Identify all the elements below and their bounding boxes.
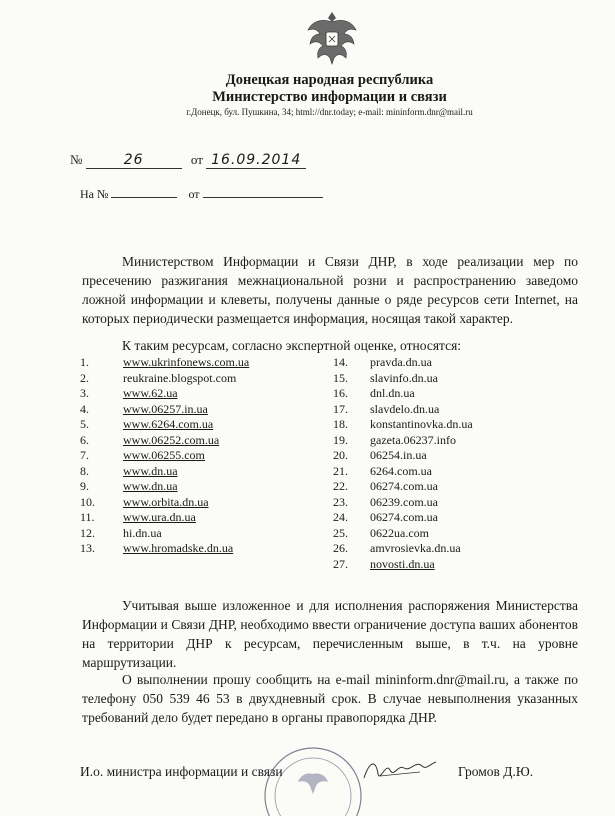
resource-site: 6264.com.ua [370, 463, 432, 478]
resource-site: novosti.dn.ua [370, 556, 435, 571]
incoming-prefix: На № [80, 187, 109, 201]
incoming-date-blank [203, 197, 323, 198]
paragraph-request [82, 596, 578, 672]
resource-number: 11. [80, 510, 95, 524]
resource-number: 2. [80, 370, 89, 385]
handwritten-signature [360, 752, 440, 788]
header-address: г.Донецк, бул. Пушкина, 34; html://dnr.today; e-mail: mininform.dnr@mail.ru [186, 107, 473, 117]
resource-site: www.06255.com [123, 448, 205, 462]
date-prefix: от [190, 152, 203, 167]
resource-site: www.06252.com.ua [123, 432, 220, 447]
resource-number: 23. [333, 494, 348, 509]
incoming-number-blank [111, 197, 177, 198]
resource-number: 13. [80, 541, 95, 555]
resource-site: reukraine.blogspot.com [123, 370, 237, 385]
header-ministry-title: Министерство информации и связи [212, 89, 447, 105]
outgoing-number-line [70, 152, 306, 169]
resource-site: www.orbita.dn.ua [123, 494, 209, 509]
resource-number: 7. [80, 448, 89, 462]
resource-number: 5. [80, 417, 89, 431]
resource-site: 06274.com.ua [370, 510, 438, 524]
resource-site: hi.dn.ua [123, 525, 162, 540]
paragraph-list-intro: К таким ресурсам, согласно экспертной оценке, относятся: [122, 338, 462, 353]
signatory-role: И.о. министра информации и связи [80, 764, 283, 779]
resource-site: www.dn.ua [123, 479, 178, 493]
resource-site: dnl.dn.ua [370, 386, 415, 400]
resource-number: 25. [333, 525, 348, 540]
resource-site: www.6264.com.ua [123, 417, 214, 431]
paragraph-intro-text: Министерством Информации и Связи ДНР, в ходе реализации мер по пресечению разжигания межнациональной розни и распространению заведомо ложной информации и клеветы, получены данные о ряде ресурсов сети Internet, на которых периодически размещается информация, носящая такой характер. [82, 254, 578, 326]
resource-site: www.hromadske.dn.ua [123, 541, 234, 555]
header-republic-title: Донецкая народная республика [225, 72, 434, 88]
resource-list-right [333, 355, 553, 570]
resource-site: slavdelo.dn.ua [370, 401, 440, 416]
resource-site: slavinfo.dn.ua [370, 370, 438, 385]
resource-site: www.dn.ua [123, 463, 178, 478]
resource-number: 22. [333, 479, 348, 493]
resource-site: www.06257.in.ua [123, 401, 208, 416]
paragraph-request-text: Учитывая выше изложенное и для исполнения распоряжения Министерства Информации и Связи ДНР, необходимо ввести ограничение доступа ваших абонентов на территории ДНР к ресурсам, перечисленным выше, в т.ч. на уровне маршрутизации. [82, 598, 578, 670]
resource-number: 10. [80, 494, 95, 509]
resource-number: 16. [333, 386, 348, 400]
resource-site: 0622ua.com [370, 525, 429, 540]
incoming-date-prefix: от [188, 187, 200, 201]
resource-number: 24. [333, 510, 348, 524]
paragraph-contact-text: О выполнении прошу сообщить на e-mail mininform.dnr@mail.ru, а также по телефону 050 539 46 53 в двухдневный срок. В случае невыполнения указанных требований дело будет передано в органы правопорядка ДНР. [82, 672, 578, 725]
number-prefix: № [70, 152, 83, 167]
resource-number: 12. [80, 525, 95, 540]
resource-site: www.ura.dn.ua [123, 510, 196, 524]
resource-list-left [80, 355, 330, 555]
resource-site: amvrosievka.dn.ua [370, 541, 461, 555]
resource-number: 20. [333, 448, 348, 462]
resource-site: 06274.com.ua [370, 479, 438, 493]
resource-number: 27. [333, 556, 348, 571]
outgoing-number-value: 26 [86, 152, 182, 169]
resource-number: 15. [333, 370, 348, 385]
resource-site: konstantinovka.dn.ua [370, 417, 473, 431]
resource-number: 4. [80, 401, 89, 416]
outgoing-date-value: 16.09.2014 [206, 152, 306, 169]
resource-site: www.62.ua [123, 386, 178, 400]
resource-number: 8. [80, 463, 89, 478]
resource-number: 14. [333, 355, 348, 369]
resource-number: 17. [333, 401, 348, 416]
signatory-name: Громов Д.Ю. [458, 764, 534, 779]
resource-number: 6. [80, 432, 89, 447]
coat-of-arms-emblem [306, 8, 358, 68]
resource-site: pravda.dn.ua [370, 355, 432, 369]
resource-number: 18. [333, 417, 348, 431]
resource-site: 06239.com.ua [370, 494, 438, 509]
resource-site: 06254.in.ua [370, 448, 427, 462]
resource-number: 9. [80, 479, 89, 493]
resource-number: 1. [80, 355, 89, 369]
paragraph-contact [82, 670, 578, 727]
incoming-reference-line [80, 187, 323, 202]
paragraph-intro [82, 252, 578, 328]
resource-number: 26. [333, 541, 348, 555]
resource-site: www.ukrinfonews.com.ua [123, 355, 250, 369]
resource-number: 21. [333, 463, 348, 478]
resource-number: 19. [333, 432, 348, 447]
resource-site: gazeta.06237.info [370, 432, 456, 447]
resource-number: 3. [80, 386, 89, 400]
